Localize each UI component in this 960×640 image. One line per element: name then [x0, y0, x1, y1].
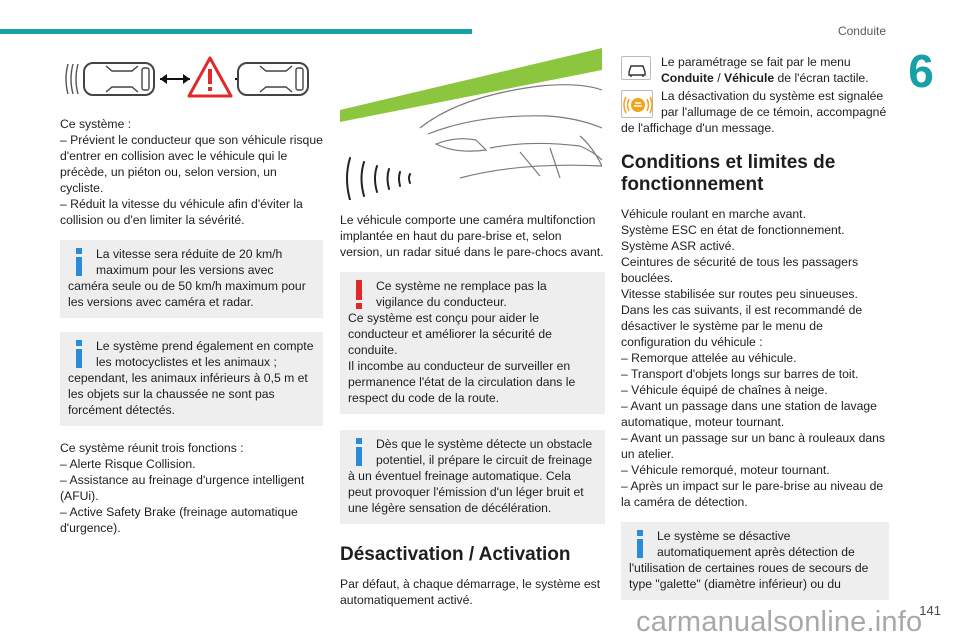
deactivation-line — [621, 88, 889, 136]
info-note-detection — [60, 332, 323, 426]
car-settings-icon — [621, 56, 651, 80]
info-note-spare-wheel — [621, 522, 889, 600]
warning-icon — [348, 280, 370, 310]
info-note-braking — [340, 430, 605, 524]
section-title: Conduite — [837, 24, 886, 38]
list-item: – Prévient le conducteur que son véhicule risque d'entrer en collision avec le véhicule qui le précède, un piéton ou, selon version, un cycliste. — [60, 133, 323, 195]
list-item: – Remorque attelée au véhicule. — [621, 351, 797, 365]
settings-separator: / — [713, 71, 724, 85]
list-item: – Après un impact sur le pare-brise au niveau de la caméra de détection. — [621, 479, 884, 509]
list-item: Ceintures de sécurité de tous les passagers bouclées. — [621, 255, 859, 285]
list-item: – Assistance au freinage d'urgence intelligent (AFUi). — [60, 473, 305, 503]
note-text: Dès que le système détecte un obstacle potentiel, il prépare le circuit de freinage à un éventuel freinage automatique. Cela peut provoquer l'émission d'un léger bruit et une légère sensation de décélération. — [348, 437, 593, 515]
list-item: – Avant un passage dans une station de lavage automatique, moteur tournant. — [621, 399, 877, 429]
column-right — [621, 54, 889, 600]
list-item: Système ESC en état de fonctionnement. — [621, 223, 845, 237]
list-item: – Active Safety Brake (freinage automatique d'urgence). — [60, 505, 298, 535]
list-item: – Transport d'objets longs sur barres de toit. — [621, 367, 859, 381]
info-icon — [348, 438, 370, 468]
settings-line — [621, 54, 889, 86]
conditions-list — [621, 206, 889, 510]
list-item: – Réduit la vitesse du véhicule afin d'éviter la collision ou d'en limiter la sévérité. — [60, 197, 303, 227]
list-item: Dans les cas suivants, il est recommandé de désactiver le système par le menu de configuration du véhicule : — [621, 303, 863, 349]
collision-warning-lamp-icon — [621, 90, 653, 118]
warning-note-vigilance — [340, 272, 605, 414]
column-middle — [340, 48, 605, 608]
list-item: – Avant un passage sur un banc à rouleaux dans un atelier. — [621, 431, 886, 461]
list-item: Vitesse stabilisée sur routes peu sinueuses. — [621, 287, 858, 301]
car-front-icon — [340, 48, 602, 200]
settings-text-end: de l'écran tactile. — [774, 71, 869, 85]
functions-intro: Ce système réunit trois fonctions : — [60, 441, 244, 455]
watermark-logo: carmanualsonline.info — [636, 606, 923, 638]
list-item: – Véhicule équipé de chaînes à neige. — [621, 383, 828, 397]
camera-description: Le véhicule comporte une caméra multifonction implantée en haut du pare-brise et, selon version, un radar situé dans le pare-chocs avant. — [340, 213, 604, 259]
list-item: – Véhicule remorqué, moteur tournant. — [621, 463, 830, 477]
info-icon — [68, 340, 90, 370]
note-text: Il incombe au conducteur de surveiller en permanence l'état de la circulation dans le respect du code de la route. — [348, 359, 576, 405]
column-left — [60, 54, 323, 536]
menu-conduite: Conduite — [661, 71, 714, 85]
list-item: Véhicule roulant en marche avant. — [621, 207, 806, 221]
info-icon — [629, 530, 651, 560]
menu-vehicule: Véhicule — [723, 71, 775, 85]
list-item: – Alerte Risque Collision. — [60, 457, 196, 471]
header-accent-bar — [0, 29, 472, 34]
note-text: Le système prend également en compte les motocyclistes et les animaux ; cependant, les animaux inférieurs à 0,5 m et les objets sur la chaussée ne sont pas forcément détectés. — [68, 339, 314, 417]
system-intro: Ce système : — [60, 117, 132, 131]
page-number: 141 — [919, 603, 941, 618]
settings-text: Le paramétrage se fait par le menu — [661, 55, 851, 69]
car-warning-icon — [60, 54, 310, 104]
list-item: Système ASR activé. — [621, 239, 735, 253]
chapter-number: 6 — [908, 45, 934, 97]
note-text: Le système se désactive automatiquement après détection de l'utilisation de certaines roues de secours de type "galette" (diamètre inférieur) ou du — [629, 529, 869, 591]
note-text: Ce système est conçu pour aider le conducteur et améliorer la sécurité de conduite. — [348, 311, 552, 357]
info-icon — [68, 248, 90, 278]
deactivation-text: La désactivation du système est signalée par l'allumage de ce témoin, accompagné de l'affichage d'un message. — [621, 89, 887, 135]
heading-deactivation: Désactivation / Activation — [340, 544, 571, 565]
note-text: La vitesse sera réduite de 20 km/h maximum pour les versions avec caméra seule ou de 50 km/h maximum pour les versions avec caméra et radar. — [68, 247, 306, 309]
activation-text: Par défaut, à chaque démarrage, le système est automatiquement activé. — [340, 577, 601, 607]
heading-conditions: Conditions et limites de fonctionnement — [621, 152, 836, 195]
info-note-speed — [60, 240, 323, 318]
note-text: Ce système ne remplace pas la vigilance du conducteur. — [376, 279, 547, 309]
